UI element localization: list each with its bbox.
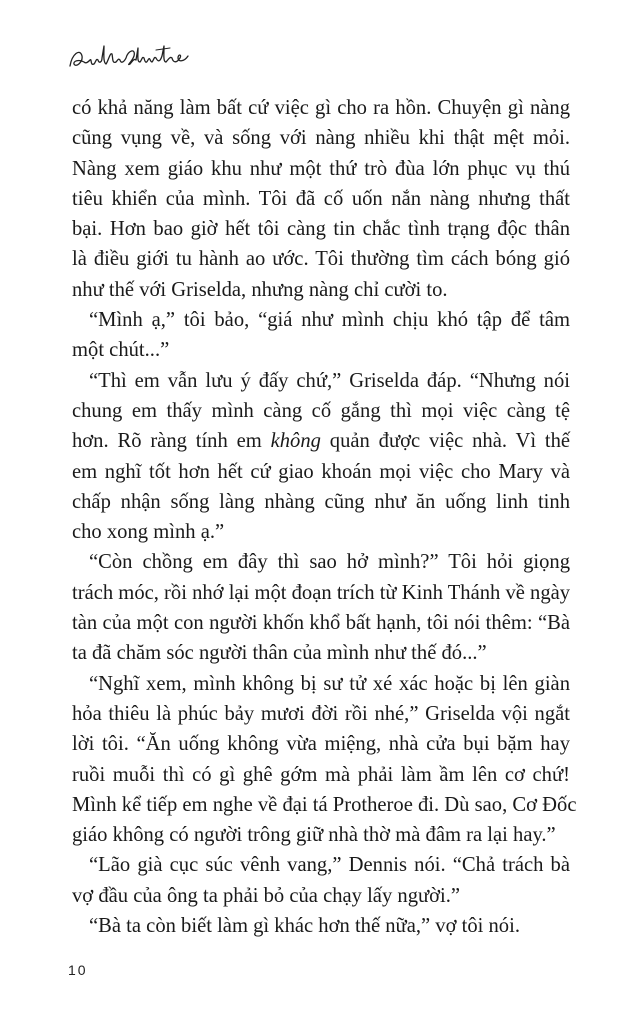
text-line: “Còn chồng em đây thì sao hở mình?” Tôi hỏi giọng [89,551,570,574]
text-line: trách móc, rồi nhớ lại một đoạn trích từ Kinh Thánh về ngày [72,581,571,604]
text-line: hỏa thiêu là phúc bảy mươi đời rồi nhé,” Griselda vội ngắt [72,702,570,725]
text-line: Nàng xem giáo khu như một thứ trò đùa lớn phục vụ thú [72,157,570,180]
text-line: một chút...” [72,339,170,362]
text-line: “Mình ạ,” tôi bảo, “giá như mình chịu khó tập để tâm [89,309,570,332]
paragraph-5 [72,669,577,851]
text-line: chung em thấy mình càng cố gắng thì mọi việc càng tệ [72,399,570,422]
text-segment: quản được việc nhà. Vì thế [329,430,571,453]
paragraph-2 [72,305,570,366]
paragraph-7 [72,911,570,941]
paragraph-3 [72,366,570,548]
text-segment: hơn. Rõ ràng tính em [72,430,262,453]
text-line: giáo không có người trông giữ nhà thờ mà đâm ra lại hay.” [72,824,556,847]
text-line: như thế với Griselda, nhưng nàng chỉ cười to. [72,278,448,301]
text-line: em nghĩ tốt hơn hết cứ giao khoán mọi việc cho Mary và [72,460,570,483]
text-line: cho xong mình ạ.” [72,521,225,544]
text-line: “Lão già cục súc vênh vang,” Dennis nói. “Chả trách bà [89,854,570,877]
paragraph-1 [72,93,570,305]
page-number: 10 [68,962,88,978]
text-line: cũng vụng về, và sống với nàng nhiều khi thật mệt mỏi. [72,127,570,150]
paragraph-6 [72,850,570,911]
text-line: ruồi muỗi thì có gì ghê gớm mà phải làm ầm lên cơ chứ! [72,763,570,786]
author-signature-logo [66,40,194,74]
text-line: Mình kể tiếp em nghe về đại tá Protheroe đi. Dù sao, Cơ Đốc [72,793,577,816]
text-line: “Thì em vẫn lưu ý đấy chứ,” Griselda đáp. “Nhưng nói [89,369,570,392]
text-line: có khả năng làm bất cứ việc gì cho ra hồn. Chuyện gì nàng [72,97,570,119]
text-line: bại. Hơn bao giờ hết tôi càng tin chắc tình trạng độc thân [72,218,570,241]
emphasis-word: không [270,430,321,453]
text-line: “Nghĩ xem, mình không bị sư tử xé xác hoặc bị lên giàn [89,672,570,695]
text-line: lời tôi. “Ăn uống không vừa miệng, nhà cửa bụi bặm hay [72,733,570,756]
text-line: tiêu khiển của mình. Tôi đã cố uốn nắn nàng nhưng thất [72,187,570,210]
text-line: vợ đầu của ông ta phải bỏ của chạy lấy người.” [72,884,461,907]
text-line: chấp nhận sống làng nhàng cũng như ăn uống linh tinh [72,490,570,513]
text-line-with-emphasis [72,426,570,456]
text-line: là điều giới tu hành ao ước. Tôi thường tìm cách bóng gió [72,248,570,271]
text-line: tàn của một con người khốn khổ bất hạnh, tôi nói thêm: “Bà [72,612,570,635]
paragraph-4 [72,547,570,668]
text-line: “Bà ta còn biết làm gì khác hơn thế nữa,” vợ tôi nói. [89,915,520,938]
text-line: ta đã chăm sóc người thân của mình như thế đó...” [72,642,487,665]
signature-icon [66,40,194,74]
body-text [72,93,577,941]
